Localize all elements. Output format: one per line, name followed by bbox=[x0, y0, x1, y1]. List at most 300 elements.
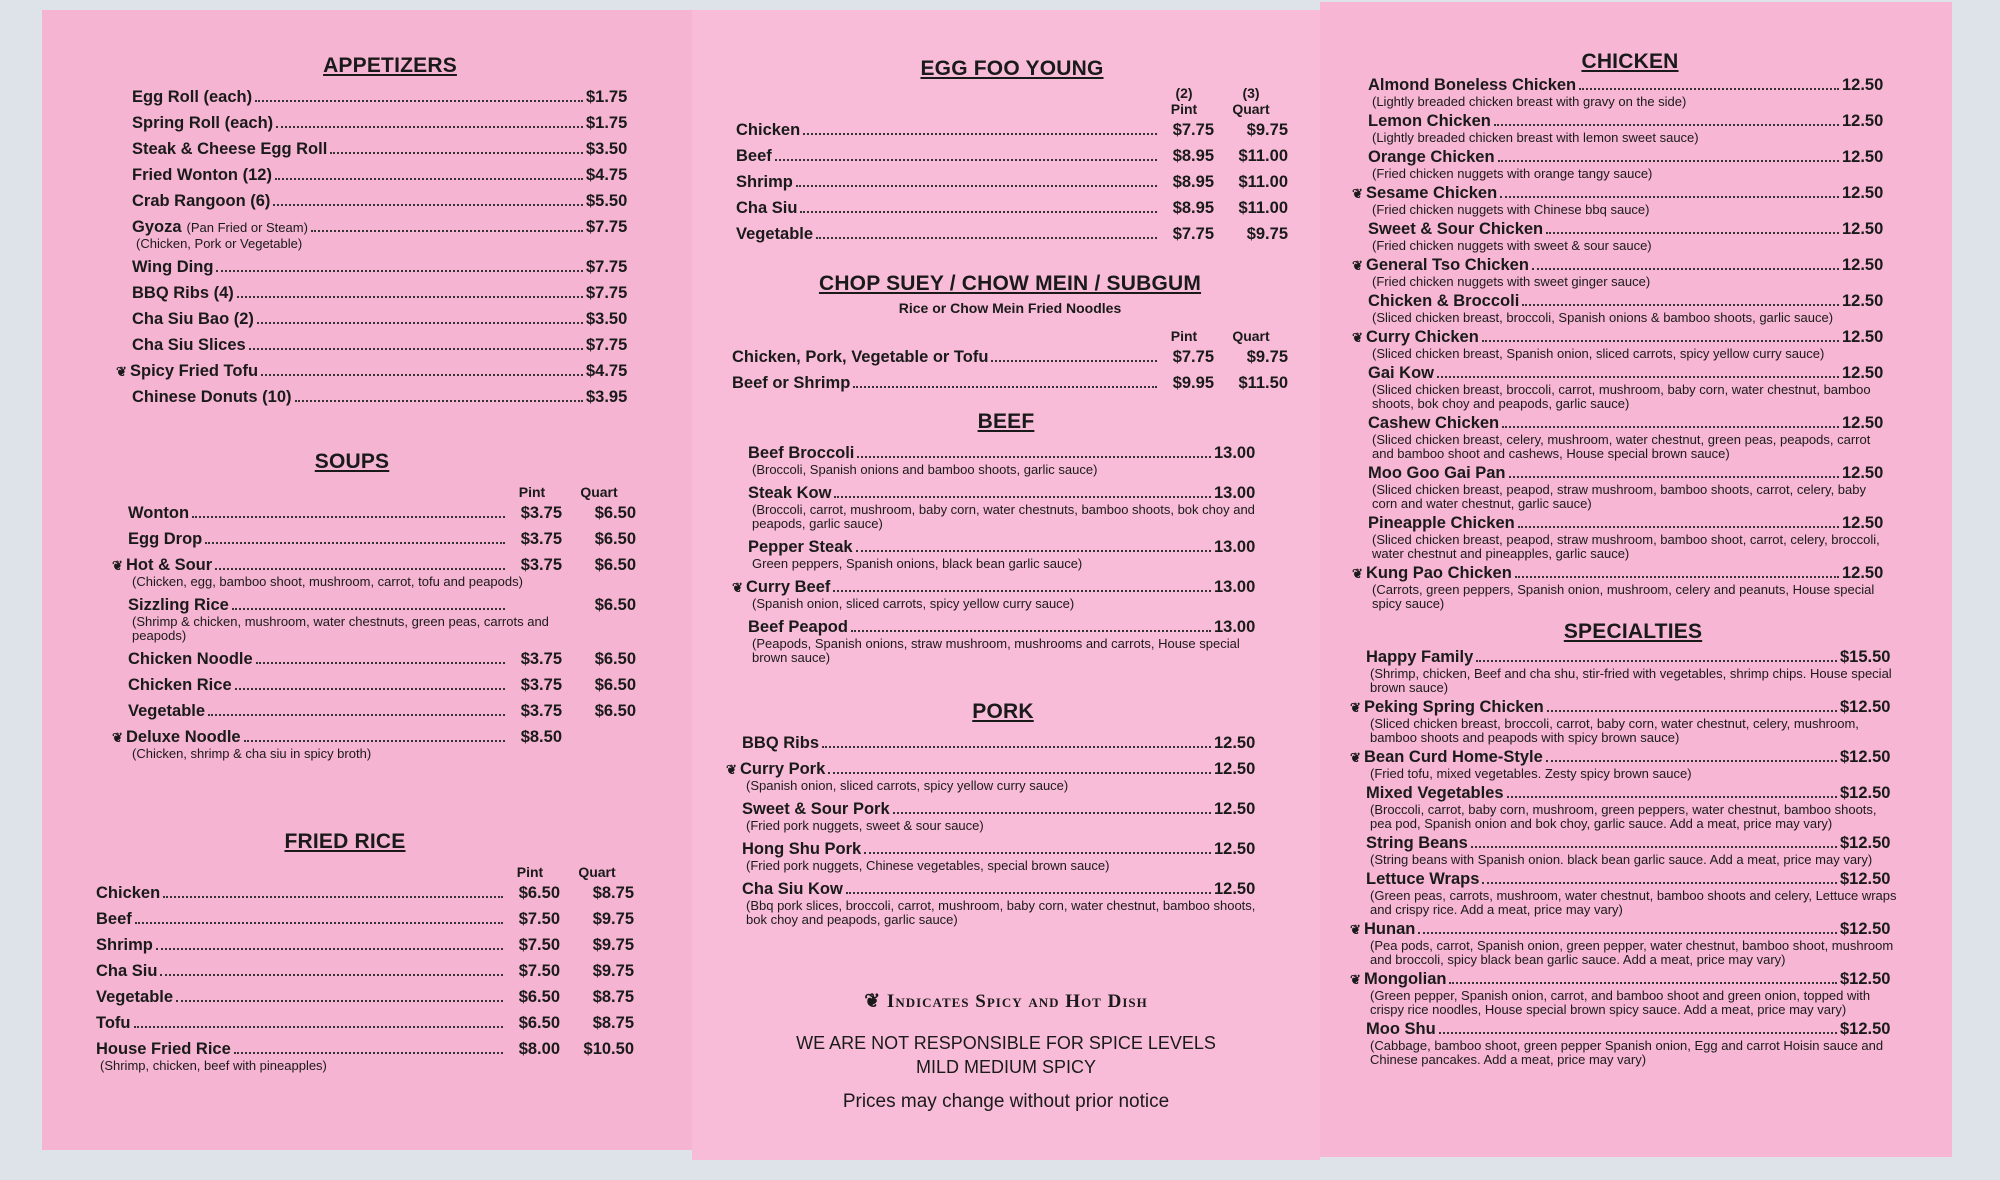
menu-item-row bbox=[96, 1040, 634, 1059]
menu-item-name: Mixed Vegetables bbox=[1366, 784, 1504, 802]
fried-rice-title: FRIED RICE bbox=[284, 830, 406, 853]
fried-rice-column-header bbox=[96, 864, 634, 880]
menu-item bbox=[128, 676, 636, 695]
menu-item-row bbox=[112, 556, 636, 575]
menu-item-row bbox=[132, 258, 648, 277]
menu-item-name-wrap bbox=[128, 676, 232, 695]
spice-disclaimer: WE ARE NOT RESPONSIBLE FOR SPICE LEVELS bbox=[796, 1033, 1216, 1053]
chop-suey-column-header bbox=[732, 328, 1288, 344]
menu-footer bbox=[692, 990, 1320, 1113]
dot-leader bbox=[775, 159, 1157, 161]
menu-item-description: (Shrimp & chicken, mushroom, water chestnuts, green peas, carrots and peapods) bbox=[132, 614, 549, 643]
menu-item-name-wrap bbox=[1350, 970, 1447, 989]
dot-leader bbox=[1476, 660, 1837, 662]
menu-item-name: Almond Boneless Chicken bbox=[1368, 76, 1577, 94]
menu-item-price: $5.50 bbox=[586, 192, 628, 210]
menu-item bbox=[732, 578, 1264, 611]
menu-item-description: (Bbq pork slices, broccoli, carrot, mushroom, baby corn, water chestnut, bamboo shoots, bok choy and peapods, garlic sauce) bbox=[746, 898, 1256, 927]
menu-item-row bbox=[132, 88, 648, 107]
menu-item-name-wrap bbox=[1352, 256, 1529, 275]
menu-item bbox=[1352, 184, 1892, 217]
menu-item-name: Beef Broccoli bbox=[748, 444, 855, 462]
menu-item-name-wrap bbox=[128, 596, 229, 615]
menu-item-row bbox=[1366, 784, 1900, 803]
menu-item bbox=[132, 258, 648, 277]
dot-leader bbox=[1509, 476, 1839, 478]
dot-leader bbox=[803, 133, 1157, 135]
menu-item bbox=[742, 800, 1264, 833]
menu-item-name-wrap bbox=[1366, 648, 1473, 667]
spicy-pepper-icon: ❦ bbox=[1352, 186, 1363, 201]
menu-item-price: 12.50 bbox=[1842, 220, 1884, 238]
menu-item bbox=[96, 884, 634, 903]
menu-item-name: Fried Wonton (12) bbox=[132, 166, 272, 184]
menu-item-price: 12.50 bbox=[1842, 414, 1884, 432]
dot-leader bbox=[244, 740, 505, 742]
dot-leader bbox=[1502, 426, 1839, 428]
soups-column-header bbox=[128, 484, 636, 500]
menu-item-name-wrap bbox=[132, 258, 213, 277]
menu-item-row bbox=[742, 840, 1264, 859]
menu-item-name: Beef or Shrimp bbox=[732, 374, 851, 392]
chop-suey-subtitle: Rice or Chow Mein Fried Noodles bbox=[898, 300, 1122, 316]
menu-item-name-wrap bbox=[96, 910, 132, 929]
menu-item-row bbox=[742, 734, 1264, 753]
menu-item-row bbox=[128, 702, 636, 721]
menu-item bbox=[1350, 698, 1900, 745]
menu-item-description: (Shrimp, chicken, beef with pineapples) bbox=[100, 1058, 327, 1073]
menu-item-name-wrap bbox=[112, 728, 241, 747]
dot-leader bbox=[1515, 576, 1839, 578]
menu-item-name-wrap bbox=[1350, 748, 1543, 767]
menu-item-price: 12.50 bbox=[1842, 364, 1884, 382]
menu-item bbox=[732, 348, 1288, 367]
quart-price: $10.50 bbox=[583, 1040, 634, 1058]
menu-item-name-wrap bbox=[96, 988, 173, 1007]
menu-item-row bbox=[1366, 834, 1900, 853]
menu-item-row bbox=[96, 962, 634, 981]
menu-item-name: Beef bbox=[736, 147, 772, 165]
menu-item-row bbox=[736, 199, 1288, 218]
dot-leader bbox=[276, 126, 583, 128]
menu-item-name-wrap bbox=[732, 578, 831, 597]
menu-item-price: $4.75 bbox=[586, 166, 628, 184]
menu-item-name-wrap bbox=[132, 114, 273, 133]
quart-header: Quart bbox=[580, 484, 618, 500]
menu-item-price: $12.50 bbox=[1840, 920, 1891, 938]
menu-item-price: $15.50 bbox=[1840, 648, 1891, 666]
menu-panel-middle bbox=[692, 10, 1320, 1160]
dot-leader bbox=[205, 542, 505, 544]
dot-leader bbox=[796, 185, 1157, 187]
menu-item-name: Beef Peapod bbox=[748, 618, 848, 636]
menu-item-name: Egg Drop bbox=[128, 530, 203, 548]
dot-leader bbox=[249, 348, 583, 350]
menu-item-row bbox=[726, 760, 1264, 779]
menu-item-name-wrap bbox=[1366, 834, 1468, 853]
quart-price: $9.75 bbox=[1246, 348, 1288, 366]
dot-leader bbox=[1439, 1032, 1837, 1034]
menu-item bbox=[132, 166, 648, 185]
specialties-section bbox=[1350, 620, 1900, 1070]
dot-leader bbox=[295, 400, 583, 402]
dot-leader bbox=[311, 230, 583, 232]
menu-item-name-wrap bbox=[96, 1014, 131, 1033]
menu-item-name: Cha Siu Kow bbox=[742, 880, 843, 898]
menu-item-name-wrap bbox=[132, 140, 327, 159]
spicy-pepper-icon: ❦ bbox=[732, 580, 743, 595]
menu-item-name: Cha Siu Bao (2) bbox=[132, 310, 254, 328]
menu-item-name: Chicken, Pork, Vegetable or Tofu bbox=[732, 348, 989, 366]
dot-leader bbox=[828, 772, 1211, 774]
menu-item-description: (String beans with Spanish onion. black bean garlic sauce. Add a meat, price may vary) bbox=[1370, 852, 1873, 867]
dot-leader bbox=[1498, 160, 1839, 162]
menu-item-name: Cha Siu bbox=[96, 962, 158, 980]
pint-price: $7.50 bbox=[518, 962, 560, 980]
menu-item-name-wrap bbox=[128, 504, 189, 523]
menu-item-description: (Fried pork nuggets, sweet & sour sauce) bbox=[746, 818, 984, 833]
menu-item-row bbox=[128, 676, 636, 695]
pint-count: (2) bbox=[1175, 85, 1193, 101]
menu-item-name: Vegetable bbox=[96, 988, 174, 1006]
menu-item bbox=[736, 173, 1288, 192]
menu-item-row bbox=[1368, 292, 1892, 311]
menu-item-row bbox=[748, 538, 1264, 557]
dot-leader bbox=[215, 568, 505, 570]
menu-item-name-wrap bbox=[96, 1040, 231, 1059]
spicy-pepper-icon: ❦ bbox=[1352, 258, 1363, 273]
menu-item-name-wrap bbox=[132, 284, 234, 303]
menu-item-row bbox=[736, 121, 1288, 140]
menu-item-name: Sweet & Sour Pork bbox=[742, 800, 890, 818]
dot-leader bbox=[1437, 376, 1839, 378]
dot-leader bbox=[1518, 526, 1839, 528]
menu-item-row bbox=[1352, 184, 1892, 203]
menu-item-price: $4.75 bbox=[586, 362, 628, 380]
menu-item-row bbox=[132, 114, 648, 133]
menu-item-name: Spicy Fried Tofu bbox=[130, 362, 259, 380]
menu-item-description: (Sliced chicken breast, Spanish onion, sliced carrots, spicy yellow curry sauce) bbox=[1372, 346, 1825, 361]
menu-item-row bbox=[1352, 564, 1892, 583]
menu-item-description: (Sliced chicken breast, peapod, straw mushroom, bamboo shoot, carrot, celery, broccoli, water chestnut and pineapples, garlic sauce) bbox=[1372, 532, 1880, 561]
spicy-pepper-icon: ❦ bbox=[1350, 700, 1361, 715]
menu-item-name: Pineapple Chicken bbox=[1368, 514, 1515, 532]
menu-item-price: $12.50 bbox=[1840, 698, 1891, 716]
menu-item bbox=[96, 1040, 634, 1073]
dot-leader bbox=[864, 852, 1211, 854]
spicy-pepper-icon: ❦ bbox=[726, 762, 737, 777]
menu-item-name: House Fried Rice bbox=[96, 1040, 231, 1058]
pint-price: $8.95 bbox=[1172, 147, 1214, 165]
menu-item-name-wrap bbox=[132, 192, 270, 211]
menu-item bbox=[1368, 292, 1892, 325]
quart-header: Quart bbox=[1232, 101, 1270, 117]
menu-item-name: Hunan bbox=[1364, 920, 1416, 938]
dot-leader bbox=[275, 178, 583, 180]
menu-item bbox=[1368, 220, 1892, 253]
menu-item-price: $7.75 bbox=[586, 218, 628, 236]
beef-section bbox=[732, 410, 1264, 672]
spicy-pepper-icon: ❦ bbox=[1350, 972, 1361, 987]
pint-price: $3.75 bbox=[520, 504, 562, 522]
menu-panel-right bbox=[1320, 2, 1952, 1157]
menu-item-price: 12.50 bbox=[1842, 112, 1884, 130]
menu-item-name-wrap bbox=[1366, 784, 1504, 803]
menu-item-price: 12.50 bbox=[1842, 328, 1884, 346]
spicy-pepper-icon: ❦ bbox=[112, 558, 123, 573]
menu-item-name-wrap bbox=[742, 800, 890, 819]
menu-item-name: Cha Siu Slices bbox=[132, 336, 246, 354]
menu-item bbox=[132, 310, 648, 329]
dot-leader bbox=[134, 1026, 503, 1028]
pint-price: $6.50 bbox=[518, 1014, 560, 1032]
beef-title: BEEF bbox=[977, 410, 1035, 433]
dot-leader bbox=[255, 100, 583, 102]
quart-price: $6.50 bbox=[594, 556, 636, 574]
menu-item-name: Lemon Chicken bbox=[1368, 112, 1491, 130]
dot-leader bbox=[857, 456, 1211, 458]
dot-leader bbox=[235, 688, 505, 690]
menu-item-price: $7.75 bbox=[586, 336, 628, 354]
appetizers-title: APPETIZERS bbox=[323, 54, 457, 77]
menu-item-name: Pepper Steak bbox=[748, 538, 853, 556]
menu-item-name-wrap bbox=[736, 173, 793, 192]
menu-item-name-wrap bbox=[1368, 464, 1506, 483]
menu-item-row bbox=[742, 880, 1264, 899]
menu-item-name: Tofu bbox=[96, 1014, 131, 1032]
menu-item bbox=[748, 484, 1264, 531]
dot-leader bbox=[234, 1052, 503, 1054]
menu-item-price: 13.00 bbox=[1214, 618, 1256, 636]
quart-price: $6.50 bbox=[594, 676, 636, 694]
menu-item-name: BBQ Ribs bbox=[742, 734, 820, 752]
menu-item-name: Gai Kow bbox=[1368, 364, 1435, 382]
menu-item-description: (Shrimp, chicken, Beef and cha shu, stir-fried with vegetables, shrimp chips. House special brown sauce) bbox=[1370, 666, 1892, 695]
chicken-title: CHICKEN bbox=[1581, 50, 1679, 73]
menu-item-row bbox=[128, 596, 636, 615]
menu-item-description: (Green pepper, Spanish onion, carrot, and bamboo shoot and green onion, topped with crispy rice noodles, House special brown spicy sauce. Add a meat, price may vary) bbox=[1370, 988, 1871, 1017]
menu-item bbox=[1352, 564, 1892, 611]
menu-item-name-wrap bbox=[742, 880, 843, 899]
quart-count: (3) bbox=[1242, 85, 1260, 101]
menu-item bbox=[132, 88, 648, 107]
menu-item-row bbox=[96, 1014, 634, 1033]
dot-leader bbox=[1482, 882, 1837, 884]
menu-item-row bbox=[112, 728, 636, 747]
menu-item-description: (Cabbage, bamboo shoot, green pepper Spanish onion, Egg and carrot Hoisin sauce and Chinese pancakes. Add a meat, price may vary) bbox=[1370, 1038, 1884, 1067]
menu-item-row bbox=[96, 936, 634, 955]
menu-item-name-wrap bbox=[732, 374, 850, 393]
menu-item-price: 13.00 bbox=[1214, 444, 1256, 462]
quart-price: $11.00 bbox=[1238, 147, 1288, 165]
menu-item-name-wrap bbox=[732, 348, 988, 367]
menu-item bbox=[736, 121, 1288, 140]
dot-leader bbox=[330, 152, 583, 154]
menu-item bbox=[1366, 870, 1900, 917]
menu-item-name-wrap bbox=[128, 702, 205, 721]
menu-item-row bbox=[132, 166, 648, 185]
menu-item bbox=[1368, 112, 1892, 145]
menu-item-row bbox=[1350, 920, 1900, 939]
menu-item-row bbox=[96, 884, 634, 903]
menu-item-row bbox=[736, 173, 1288, 192]
pint-header: Pint bbox=[1170, 101, 1198, 117]
menu-item bbox=[1350, 970, 1900, 1017]
menu-item-name-wrap bbox=[736, 121, 800, 140]
quart-price: $8.75 bbox=[592, 988, 634, 1006]
menu-item-name-wrap bbox=[748, 618, 848, 637]
menu-item-name-wrap bbox=[132, 166, 272, 185]
menu-item-name-wrap bbox=[116, 362, 259, 381]
menu-item-description: (Fried chicken nuggets with Chinese bbq sauce) bbox=[1372, 202, 1650, 217]
menu-item-row bbox=[1368, 148, 1892, 167]
menu-item-row bbox=[742, 800, 1264, 819]
pint-price: $6.50 bbox=[518, 884, 560, 902]
menu-item-name-wrap bbox=[132, 310, 254, 329]
fried-rice-section bbox=[96, 830, 634, 1080]
menu-item bbox=[748, 444, 1264, 477]
menu-item bbox=[736, 147, 1288, 166]
menu-item-name-wrap bbox=[128, 530, 202, 549]
menu-item-price: $12.50 bbox=[1840, 1020, 1891, 1038]
menu-item-name-wrap bbox=[1366, 1020, 1436, 1039]
menu-item-name: Peking Spring Chicken bbox=[1364, 698, 1544, 716]
menu-item-name-wrap bbox=[132, 336, 246, 355]
menu-item-name: Cha Siu bbox=[736, 199, 798, 217]
quart-price: $6.50 bbox=[594, 650, 636, 668]
menu-item-name-wrap bbox=[742, 734, 819, 753]
quart-header: Quart bbox=[1232, 328, 1270, 344]
menu-item-name: Chicken & Broccoli bbox=[1368, 292, 1520, 310]
quart-price: $9.75 bbox=[1246, 225, 1288, 243]
menu-item-description: (Pea pods, carrot, Spanish onion, green pepper, water chestnut, bamboo shoot, mushroom and broccoli, spicy black bean garlic sauce. Add a meat, price may vary) bbox=[1370, 938, 1894, 967]
quart-price: $6.50 bbox=[594, 504, 636, 522]
menu-item-price: 12.50 bbox=[1842, 464, 1884, 482]
spicy-pepper-icon: ❦ bbox=[112, 730, 123, 745]
menu-item-name: Chicken bbox=[96, 884, 161, 902]
menu-item-row bbox=[1366, 648, 1900, 667]
menu-item-row bbox=[1350, 970, 1900, 989]
menu-item bbox=[726, 760, 1264, 793]
menu-item-description: (Green peas, carrots, mushroom, water chestnut, bamboo shoots and celery, Lettuce wraps and crispy rice. Add a meat, price may vary) bbox=[1370, 888, 1897, 917]
soups-section bbox=[112, 450, 636, 768]
menu-item-row bbox=[132, 388, 648, 407]
menu-item-name: Orange Chicken bbox=[1368, 148, 1495, 166]
menu-item bbox=[116, 362, 648, 381]
price-notice: Prices may change without prior notice bbox=[842, 1091, 1170, 1112]
menu-item-description: (Fried chicken nuggets with sweet ginger sauce) bbox=[1372, 274, 1651, 289]
menu-item-row bbox=[132, 140, 648, 159]
menu-item bbox=[96, 910, 634, 929]
menu-item-description: (Sliced chicken breast, peapod, straw mushroom, bamboo shoots, carrot, celery, baby corn and water chestnut, garlic sauce) bbox=[1372, 482, 1866, 511]
dot-leader bbox=[1507, 796, 1837, 798]
quart-price: $9.75 bbox=[592, 910, 634, 928]
menu-item-name-wrap bbox=[748, 484, 831, 503]
menu-item bbox=[736, 225, 1288, 244]
menu-item-name: Hot & Sour bbox=[126, 556, 213, 574]
menu-item bbox=[128, 504, 636, 523]
menu-item-name: Hong Shu Pork bbox=[742, 840, 862, 858]
pint-price: $8.95 bbox=[1172, 173, 1214, 191]
menu-item-name-wrap bbox=[1368, 292, 1519, 311]
menu-item-name: Vegetable bbox=[128, 702, 206, 720]
menu-item-name: Deluxe Noodle bbox=[126, 728, 241, 746]
menu-item-row bbox=[116, 362, 648, 381]
menu-item-name: Chicken bbox=[736, 121, 801, 139]
pint-price: $8.00 bbox=[518, 1040, 560, 1058]
menu-item-name: Wonton bbox=[128, 504, 190, 522]
quart-price: $11.00 bbox=[1238, 199, 1288, 217]
menu-item-name: Spring Roll (each) bbox=[132, 114, 274, 132]
menu-item bbox=[742, 734, 1264, 753]
dot-leader bbox=[1482, 340, 1839, 342]
spicy-pepper-icon: ❦ bbox=[864, 991, 882, 1012]
dot-leader bbox=[1418, 932, 1837, 934]
menu-item-price: $7.75 bbox=[586, 284, 628, 302]
menu-item-price: 12.50 bbox=[1842, 148, 1884, 166]
menu-item-row bbox=[1368, 220, 1892, 239]
menu-item bbox=[742, 840, 1264, 873]
menu-item-description: Green peppers, Spanish onions, black bean garlic sauce) bbox=[752, 556, 1083, 571]
menu-item-row bbox=[132, 192, 648, 211]
menu-item-row bbox=[96, 910, 634, 929]
menu-item-row bbox=[128, 504, 636, 523]
pint-header: Pint bbox=[1170, 328, 1198, 344]
dot-leader bbox=[163, 896, 503, 898]
menu-item-name: Curry Pork bbox=[740, 760, 826, 778]
menu-item-row bbox=[132, 336, 648, 355]
menu-item bbox=[1368, 464, 1892, 511]
menu-item bbox=[1366, 648, 1900, 695]
menu-item-name: Curry Beef bbox=[746, 578, 831, 596]
egg-foo-young-column-header bbox=[736, 101, 1288, 117]
menu-item-row bbox=[736, 147, 1288, 166]
dot-leader bbox=[257, 322, 583, 324]
menu-item-name: Shrimp bbox=[736, 173, 793, 191]
menu-item-description: (Chicken, Pork or Vegetable) bbox=[136, 236, 303, 251]
spicy-pepper-icon: ❦ bbox=[1350, 922, 1361, 937]
menu-item-row bbox=[732, 348, 1288, 367]
menu-item-name: Moo Shu bbox=[1366, 1020, 1436, 1038]
dot-leader bbox=[160, 974, 503, 976]
menu-item-row bbox=[132, 284, 648, 303]
pint-price: $7.75 bbox=[1172, 348, 1214, 366]
menu-item bbox=[128, 596, 636, 643]
menu-item-row bbox=[748, 618, 1264, 637]
menu-item-name-wrap bbox=[96, 884, 160, 903]
menu-item bbox=[132, 114, 648, 133]
pint-price: $7.75 bbox=[1172, 225, 1214, 243]
quart-price: $9.75 bbox=[592, 962, 634, 980]
dot-leader bbox=[822, 746, 1211, 748]
menu-item-name: General Tso Chicken bbox=[1366, 256, 1529, 274]
menu-item-name: Sesame Chicken bbox=[1366, 184, 1498, 202]
chicken-section bbox=[1352, 50, 1892, 614]
menu-item-description: (Fried pork nuggets, Chinese vegetables, special brown sauce) bbox=[746, 858, 1110, 873]
dot-leader bbox=[273, 204, 583, 206]
dot-leader bbox=[232, 608, 505, 610]
menu-item-row bbox=[132, 310, 648, 329]
quart-price: $9.75 bbox=[592, 936, 634, 954]
menu-item-description: (Sliced chicken breast, broccoli, Spanish onions & bamboo shoots, garlic sauce) bbox=[1372, 310, 1834, 325]
spicy-legend bbox=[692, 990, 1320, 1013]
dot-leader bbox=[1547, 710, 1837, 712]
menu-item-name: Vegetable bbox=[736, 225, 814, 243]
menu-item bbox=[732, 374, 1288, 393]
menu-item-name: Chicken Rice bbox=[128, 676, 232, 694]
pint-price: $7.50 bbox=[518, 936, 560, 954]
menu-item-description: (Spanish onion, sliced carrots, spicy yellow curry sauce) bbox=[746, 778, 1069, 793]
